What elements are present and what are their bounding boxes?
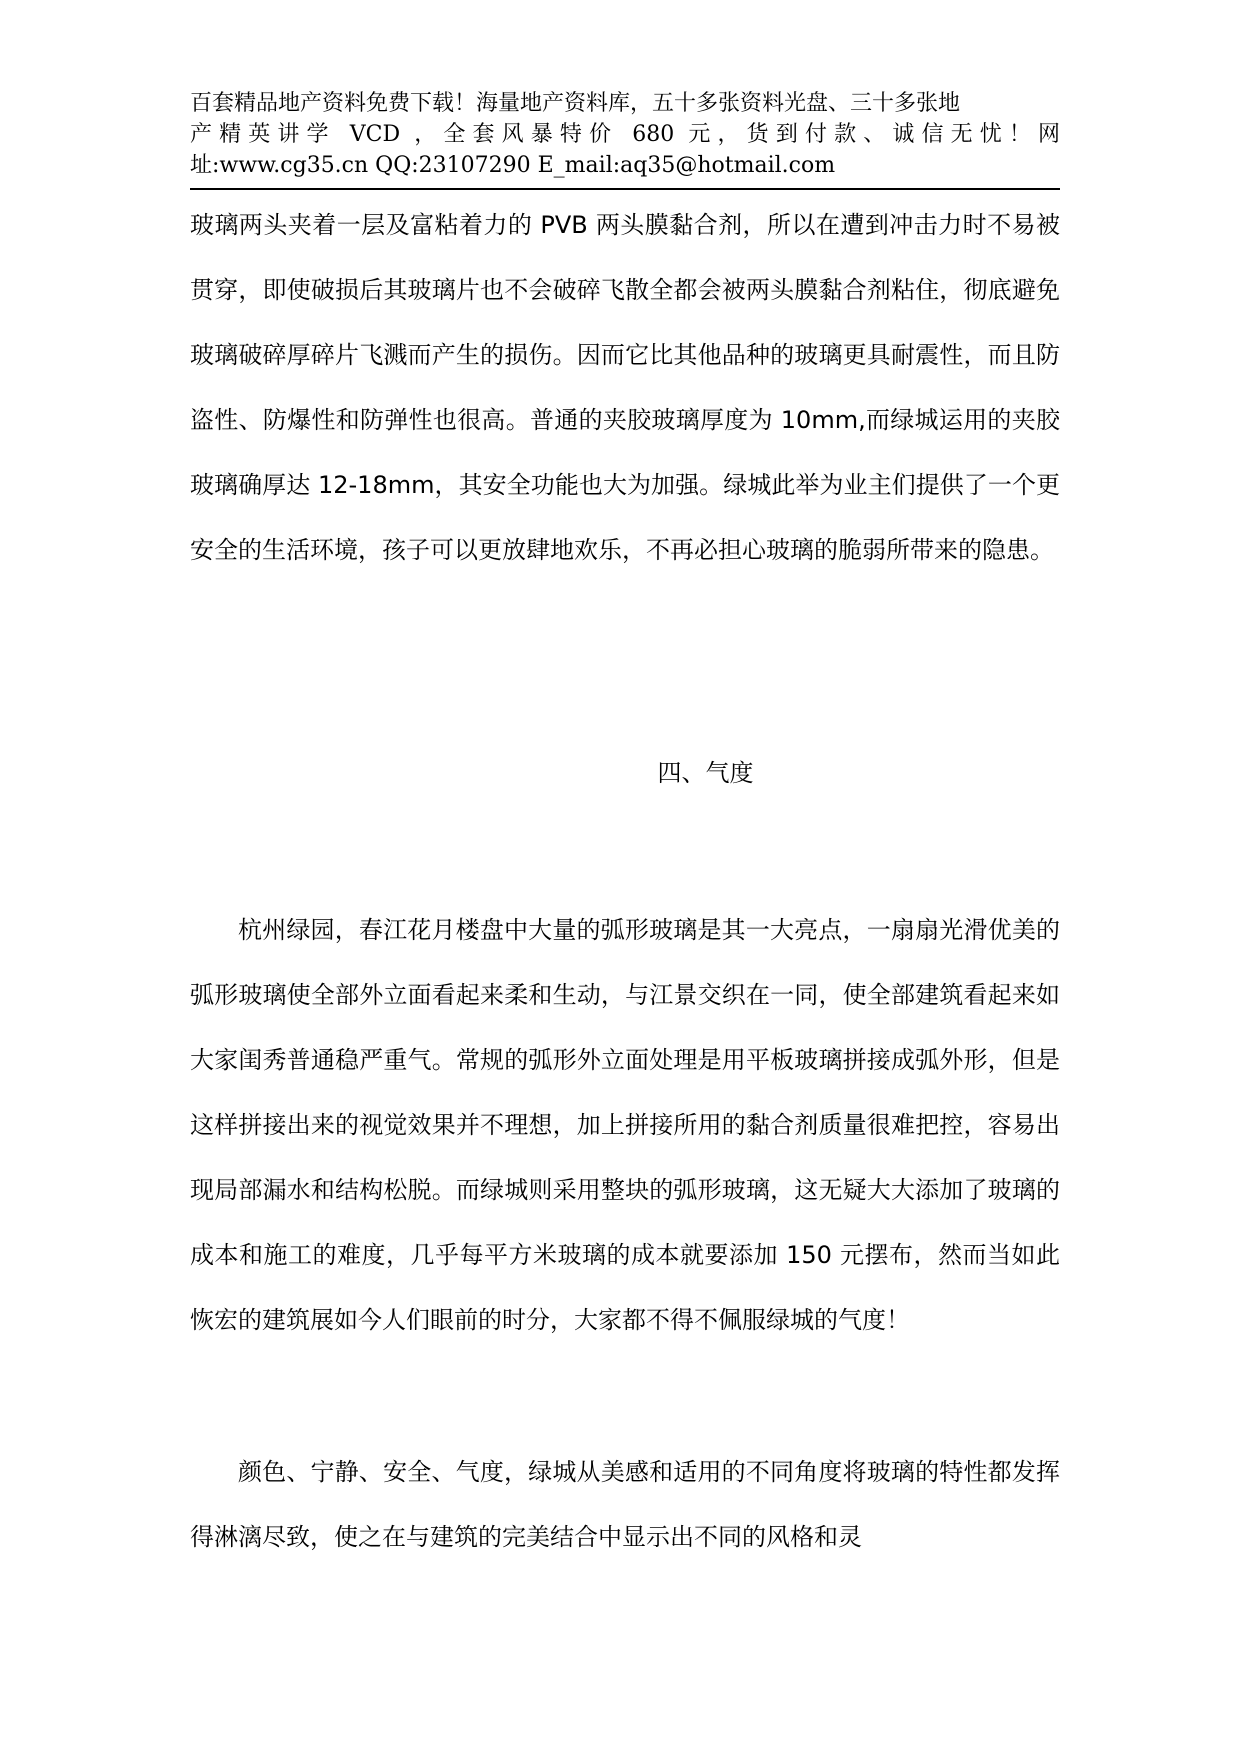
header-line-1: 百套精品地产资料免费下载！海量地产资料库，五十多张资料光盘、三十多张地 bbox=[190, 91, 961, 116]
header-line-3: 址:www.cg35.cn QQ:23107290 E_mail:aq35@hotmail.com bbox=[190, 153, 836, 178]
section-heading: 四、气度 bbox=[657, 759, 754, 787]
paragraph-grandeur: 杭州绿园，春江花月楼盘中大量的弧形玻璃是其一大亮点，一扇扇光滑优美的弧形玻璃使全部外立面看起来柔和生动，与江景交织在一同，使全部建筑看起来如大家闺秀普通稳严重气。常规的弧形外立面处理是用平板玻璃拼接成弧外形，但是这样拼接出来的视觉效果并不理想，加上拼接所用的黏合剂质量很难把控，容易出现局部漏水和结构松脱。而绿城则采用整块的弧形玻璃，这无疑大大添加了玻璃的成本和施工的难度，几乎每平方米玻璃的成本就要添加 150 元摆布，然而当如此恢宏的建筑展如今人们眼前的时分，大家都不得不佩服绿城的气度！ bbox=[190, 916, 1060, 1334]
header-line-2: 产精英讲学 VCD ，全套风暴特价 680 元，货到付款、诚信无忧！网 bbox=[190, 122, 1060, 147]
paragraph-safety-continued: 玻璃两头夹着一层及富粘着力的 PVB 两头膜黏合剂，所以在遭到冲击力时不易被贯穿，即使破损后其玻璃片也不会破碎飞散全都会被两头膜黏合剂粘住，彻底避免玻璃破碎厚碎片飞溅而产生的损伤。因而它比其他品种的玻璃更具耐震性，而且防盗性、防爆性和防弹性也很高。普通的夹胶玻璃厚度为 10mm,而绿城运用的夹胶玻璃确厚达 12-18mm，其安全功能也大为加强。绿城此举为业主们提供了一个更安全的生活环境，孩子可以更放肆地欢乐，不再必担心玻璃的脆弱所带来的隐患。 bbox=[190, 211, 1060, 564]
paragraph-summary: 颜色、宁静、安全、气度，绿城从美感和适用的不同角度将玻璃的特性都发挥得淋漓尽致，使之在与建筑的完美结合中显示出不同的风格和灵 bbox=[190, 1458, 1060, 1551]
header-divider bbox=[190, 188, 1060, 190]
page-header bbox=[190, 88, 1060, 181]
